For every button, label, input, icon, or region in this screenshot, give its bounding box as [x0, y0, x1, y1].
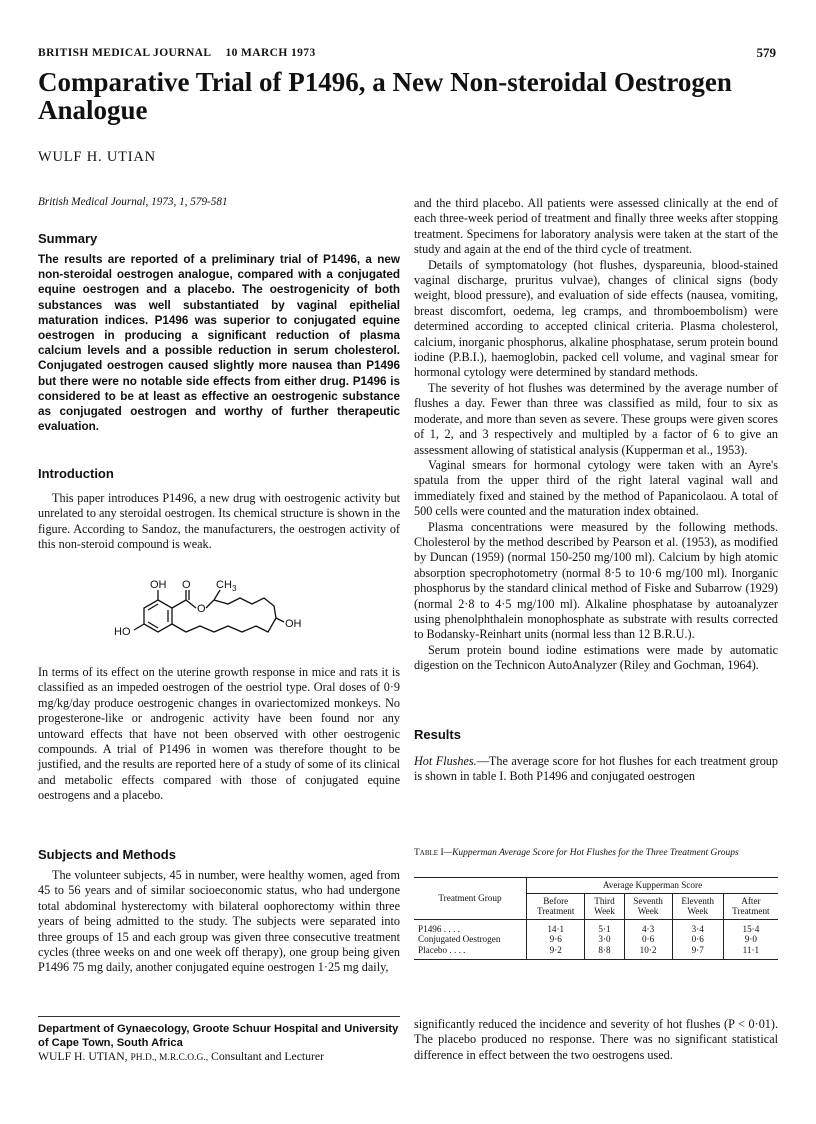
- table-header-group: Treatment Group: [414, 878, 527, 920]
- hot-flushes-lead: Hot Flushes.: [414, 754, 477, 768]
- table-cell: 11·1: [723, 945, 778, 960]
- introduction-paragraph-1: [38, 491, 400, 553]
- table-caption-text: —Kupperman Average Score for Hot Flushes for the Three Treatment Groups: [443, 848, 739, 858]
- intro-p1: This paper introduces P1496, a new drug with oestrogenic activity but unrelated to any steroidal oestrogen. Its chemical structure is shown in the figure. According to Sandoz, the manufacturers, the oestrogen activity of this non-steroid compound is weak.: [38, 491, 400, 552]
- table-cell: 0·6: [624, 934, 672, 945]
- introduction-heading: Introduction: [38, 466, 114, 481]
- hot-flushes-text: —The average score for hot flushes for each treatment group is shown in table I. Both P1496 and conjugated oestrogen: [414, 754, 778, 784]
- table-cell: 9·7: [672, 945, 723, 960]
- affiliation-author-line: [38, 1050, 400, 1065]
- table-col-header: Third Week: [585, 893, 624, 919]
- label-ester-o: O: [197, 603, 206, 615]
- table-cell: 10·2: [624, 945, 672, 960]
- table-col-header: Before Treatment: [527, 893, 585, 919]
- table-cell: 4·3: [624, 919, 672, 934]
- right-p1: and the third placebo. All patients were assessed clinically at the end of each three-week period of treatment and finally three weeks after stopping treatment. Specimens for laboratory analysis were taken at the start of the study and again at the end of the third cycle of treatment.: [414, 196, 778, 257]
- methods-continued: [414, 196, 778, 674]
- table-cell: 3·0: [585, 934, 624, 945]
- right-p2: Details of symptomatology (hot flushes, dyspareunia, blood-stained vaginal discharge, pruritus vulvae), changes of clinical signs (body weight, blood pressure), and evaluation of side effects (nausea, vomiting, breast discomfort, oedema, leg cramps, and thromboembolism) were determined according to accepted clinical criteria. Plasma cholesterol, calcium, inorganic phosphorus, alkaline phosphatase, serum protein bound iodine (P.B.I.), haemoglobin, packed cell volume, and vaginal smear for hormonal cytology were determined by standard methods.: [414, 257, 778, 380]
- affiliation-department: Department of Gynaecology, Groote Schuur Hospital and University of Cape Town, South Africa: [38, 1023, 399, 1049]
- table-header-score: Average Kupperman Score: [527, 878, 779, 894]
- table-caption: [414, 848, 778, 859]
- structure-bonds: [134, 590, 284, 632]
- affiliation-qualifications: PH.D., M.R.C.O.G.,: [130, 1053, 209, 1063]
- introduction-paragraph-2: [38, 665, 400, 804]
- table-cell: 5·1: [585, 919, 624, 934]
- table-row: [414, 934, 778, 945]
- table-col-header: Eleventh Week: [672, 893, 723, 919]
- table-row: [414, 919, 778, 934]
- author-name: WULF H. UTIAN: [38, 149, 156, 165]
- subjects-methods-heading: Subjects and Methods: [38, 847, 176, 862]
- summary-heading: Summary: [38, 231, 98, 246]
- table-cell: 9·2: [527, 945, 585, 960]
- table-label: Table I: [414, 848, 444, 858]
- right-p5: Plasma concentrations were measured by the following methods. Cholesterol by the method described by Pearson et al. (1953), as modified by Duncan (1959) (normal 150-250 mg/100 ml). Calcium by high atomic absorption specrophotometry (normal 8·5 to 10·6 mg/100 ml). Inorganic phosphorus by the standard clinical method of Fiske and Subarrow (1929) (normal 2·8 to 4·5 mg/100 ml). Alkaline phosphatase by autoanalyzer using phenolphthalein monophosphate as substrate with results corrected to Bodansky-Reinhart units (normal less than 12 B.R.U.).: [414, 519, 778, 642]
- label-ch3-subscript: 3: [232, 584, 237, 593]
- table-cell-group: Conjugated Oestrogen: [418, 934, 501, 944]
- article-title: Comparative Trial of P1496, a New Non-steroidal Oestrogen Analogue: [38, 67, 732, 125]
- right-p6: Serum protein bound iodine estimations were made by automatic digestion on the Technicon AutoAnalyzer (Riley and Gochman, 1964).: [414, 642, 778, 673]
- citation: British Medical Journal, 1973, 1, 579-581: [38, 196, 228, 208]
- affiliation-block: [38, 1022, 400, 1065]
- summary-text: The results are reported of a preliminary trial of P1496, a new non-steroidal oestrogen analogue, compared with a conjugated equine oestrogen and a placebo. The oestrogenicity of both substances was well substantiated by vaginal epithelial maturation indices. P1496 was superior to conjugated equine oestrogen in producing a significant reduction of plasma calcium levels and a possible reduction in serum cholesterol. Conjugated oestrogen caused slightly more nausea than P1496 but there were no notable side effects from either drug. P1496 is considered to be at least as effective an oestrogenic substance as conjugated oestrogen and worthy of further therapeutic evaluation.: [38, 253, 400, 434]
- issue-date: 10 MARCH 1973: [225, 47, 316, 59]
- table-cell: 14·1: [527, 919, 585, 934]
- table-cell: 0·6: [672, 934, 723, 945]
- affiliation-role: Consultant and Lecturer: [211, 1050, 324, 1063]
- label-ch: CH: [216, 579, 232, 591]
- table-col-header: After Treatment: [723, 893, 778, 919]
- table-cell: 15·4: [723, 919, 778, 934]
- label-oh-right: OH: [285, 618, 302, 630]
- table-col-header: Seventh Week: [624, 893, 672, 919]
- affiliation-rule: [38, 1016, 400, 1017]
- kupperman-table: [414, 877, 778, 960]
- label-ho-left: HO: [114, 626, 131, 638]
- table-cell-group: Placebo . . . .: [418, 944, 466, 955]
- right-p4: Vaginal smears for hormonal cytology were taken with an Ayre's spatula from the upper third of the right lateral vaginal wall and immediately fixed and stained by the method of Papanicolaou. A total of 500 cells were counted and the maturation index obtained.: [414, 457, 778, 519]
- table-cell: 9·6: [527, 934, 585, 945]
- table-cell: 8·8: [585, 945, 624, 960]
- after-table-text: significantly reduced the incidence and severity of hot flushes (P < 0·01). The placebo produced no response. There was no significant statistical difference in effect between the two oestrogens used.: [414, 1017, 778, 1062]
- label-carbonyl-o: O: [182, 579, 191, 591]
- table-row: [414, 945, 778, 960]
- intro-p2: In terms of its effect on the uterine growth response in mice and rats it is classified as an impeded oestrogen of the oestriol type. Oral doses of 0·9 mg/kg/day produce oestrogenic changes in ovariectomized monkeys. No progesterone-like or androgenic activity have been found nor any untoward effects that have not been observed with other oestrogenic compounds. A trial of P1496 in women was therefore thought to be justified, and the results are reported here of a study of some of its clinical and metabolic effects compared with those of conjugated equine oestrogens and a placebo.: [38, 665, 400, 803]
- label-oh-top: OH: [150, 579, 167, 591]
- subjects-methods-text: [38, 868, 400, 976]
- affiliation-name: WULF H. UTIAN,: [38, 1050, 128, 1063]
- journal-name: BRITISH MEDICAL JOURNAL: [38, 47, 212, 59]
- journal-header: [38, 47, 316, 59]
- table-cell: 3·4: [672, 919, 723, 934]
- results-heading: Results: [414, 727, 461, 742]
- results-continued: [414, 1017, 778, 1063]
- table-cell-group: P1496 . . . .: [418, 923, 460, 934]
- hot-flushes-paragraph: [414, 754, 778, 785]
- table-cell: 9·0: [723, 934, 778, 945]
- subjects-p1: The volunteer subjects, 45 in number, were healthy women, aged from 45 to 56 years and of similar socioeconomic status, who had undergone total abdominal hysterectomy with bilateral oophorectomy within three years of being admitted to the study. The subjects were separated into three groups of 15 and each group was given three consecutive treatment cycles (three weeks on and one week off therapy), one group being given P1496 75 mg daily, another conjugated equine oestrogen 1·25 mg daily,: [38, 868, 400, 975]
- page-number: 579: [756, 45, 776, 60]
- right-p3: The severity of hot flushes was determined by the average number of flushes a day. Fewer than three was classified as mild, four to six as moderate, and more than seven as severe. These groups were given scores of 1, 2, and 3 respectively and multipled by a factor of 6 to give an assessment allowing of statistical analysis (Kupperman et al., 1953).: [414, 380, 778, 457]
- chemical-structure-figure: [110, 578, 310, 654]
